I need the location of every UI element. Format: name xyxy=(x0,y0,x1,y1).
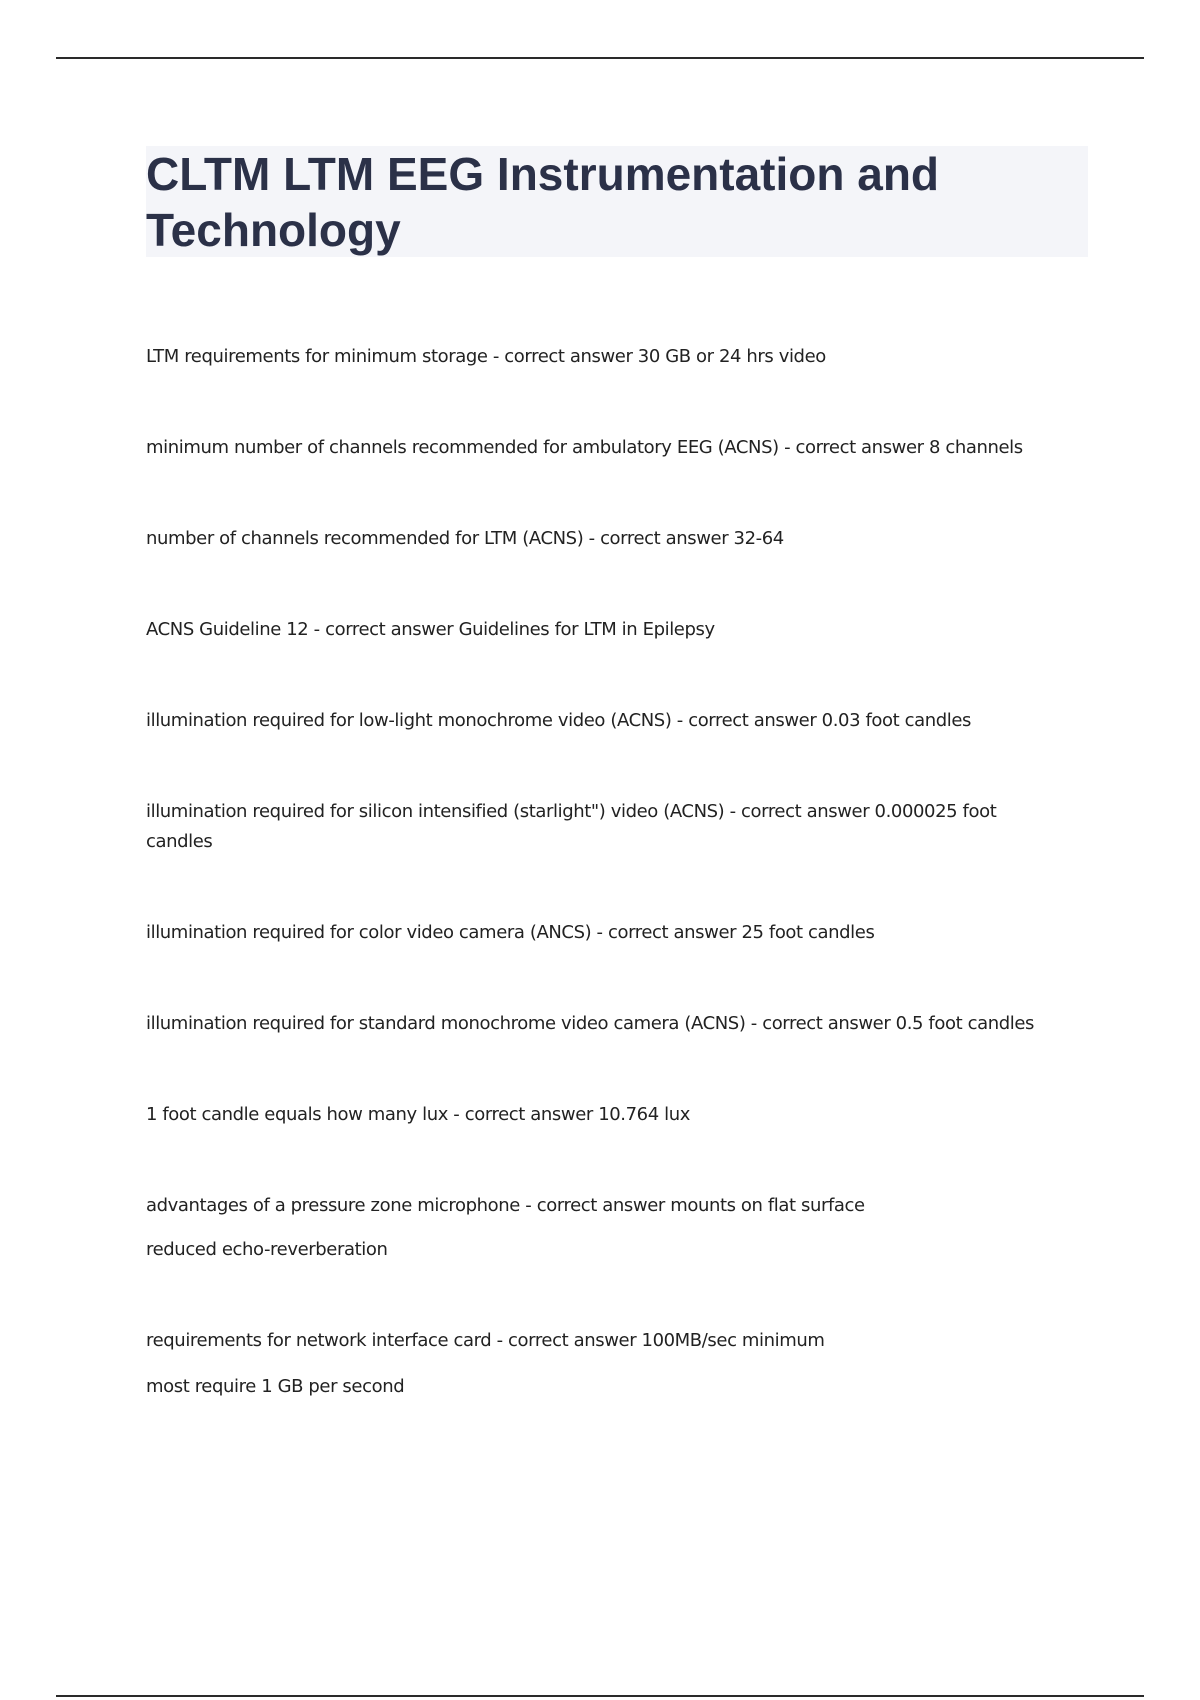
qa-text: number of channels recommended for LTM (ACNS) - correct answer 32-64 xyxy=(146,528,784,549)
qa-text: illumination required for color video camera (ANCS) - correct answer 25 foot candles xyxy=(146,922,875,943)
qa-text: illumination required for standard monochrome video camera (ACNS) - correct answer 0.5 foot candles xyxy=(146,1013,1034,1034)
qa-item xyxy=(146,433,1086,463)
qa-item xyxy=(146,706,1086,736)
qa-extra-text: reduced echo-reverberation xyxy=(146,1239,388,1260)
qa-text: LTM requirements for minimum storage - correct answer 30 GB or 24 hrs video xyxy=(146,346,826,367)
qa-item xyxy=(146,1191,1086,1265)
qa-item xyxy=(146,1009,1086,1039)
qa-item xyxy=(146,342,1086,372)
qa-text: advantages of a pressure zone microphone - correct answer mounts on flat surface xyxy=(146,1195,865,1216)
top-divider xyxy=(56,57,1144,59)
qa-text: illumination required for silicon intensified (starlight") video (ACNS) - correct answer 0.000025 foot candles xyxy=(146,801,997,852)
qa-extra-text: most require 1 GB per second xyxy=(146,1376,405,1397)
qa-item xyxy=(146,524,1086,554)
qa-text: minimum number of channels recommended for ambulatory EEG (ACNS) - correct answer 8 channels xyxy=(146,437,1023,458)
qa-item xyxy=(146,615,1086,645)
qa-text: requirements for network interface card - correct answer 100MB/sec minimum xyxy=(146,1330,825,1351)
qa-item xyxy=(146,918,1086,948)
qa-item xyxy=(146,1326,1086,1402)
qa-item xyxy=(146,1100,1086,1130)
qa-text: illumination required for low-light monochrome video (ACNS) - correct answer 0.03 foot candles xyxy=(146,710,972,731)
bottom-divider xyxy=(56,1695,1144,1697)
qa-text: ACNS Guideline 12 - correct answer Guidelines for LTM in Epilepsy xyxy=(146,619,715,640)
document-title: CLTM LTM EEG Instrumentation and Technology xyxy=(146,148,940,256)
qa-item xyxy=(146,797,1046,857)
qa-text: 1 foot candle equals how many lux - correct answer 10.764 lux xyxy=(146,1104,690,1125)
